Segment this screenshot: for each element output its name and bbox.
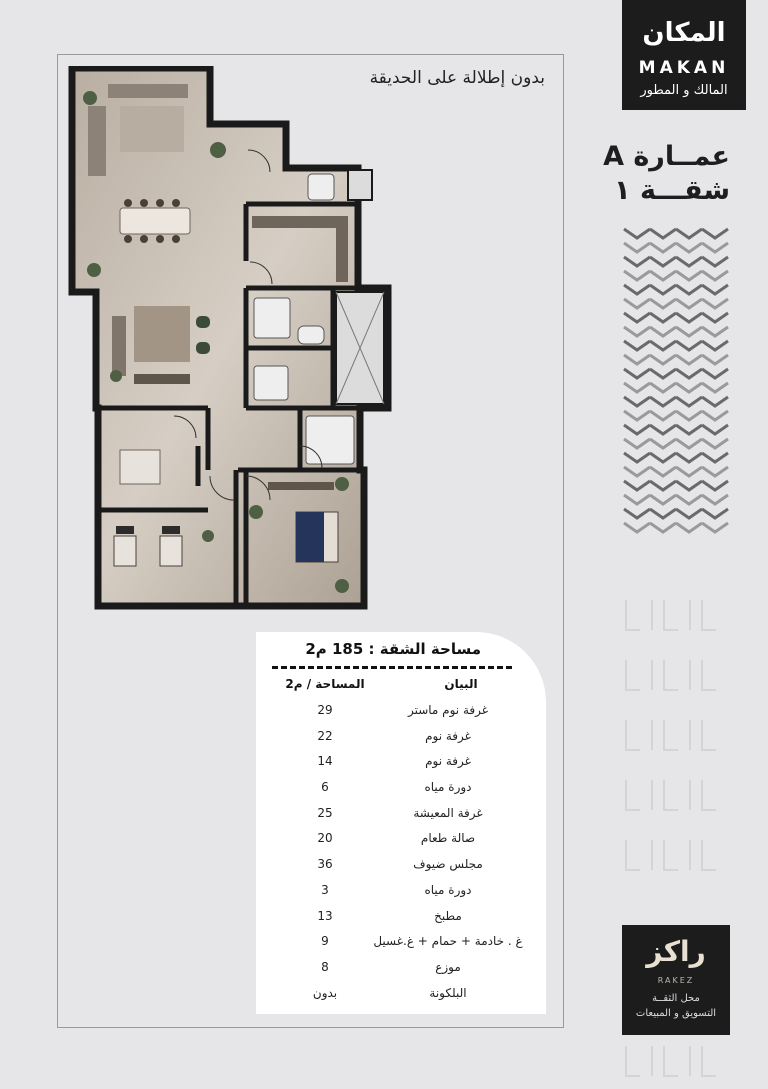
rakez-logo: [622, 925, 730, 1035]
apartment-area-title: مساحة الشقة : 185 م2: [305, 640, 481, 658]
chevron-pattern-icon: [622, 225, 730, 549]
row-area: 22: [317, 728, 333, 743]
row-item: غرفة نوم: [425, 754, 471, 769]
row-area: 3: [321, 882, 329, 897]
row-area: 14: [317, 754, 333, 769]
table-row: [256, 880, 546, 906]
row-area: 6: [321, 780, 329, 795]
table-row: [256, 751, 546, 777]
table-row: [256, 828, 546, 854]
row-item: غرفة المعيشة: [413, 805, 483, 820]
row-area: 20: [317, 831, 333, 846]
rakez-tagline: محل الثقــة: [652, 993, 700, 1004]
row-item: غ . خادمة + حمام + غ.غسيل: [373, 934, 523, 949]
row-item: غرفة نوم: [425, 728, 471, 743]
dashed-divider: [272, 666, 512, 669]
column-header-area: المساحة / م2: [285, 677, 365, 691]
makan-logo: [622, 0, 746, 110]
faint-pattern-bottom-icon: [618, 1040, 728, 1089]
row-item: مجلس ضيوف: [413, 857, 483, 872]
table-row: [256, 803, 546, 829]
row-item: صالة طعام: [420, 831, 476, 846]
row-area: 25: [317, 805, 333, 820]
area-table-card: [256, 632, 546, 1014]
rakez-arabic: راكز: [646, 935, 706, 968]
table-row: [256, 777, 546, 803]
row-item: البلكونة: [429, 985, 467, 1000]
table-row: [256, 906, 546, 932]
row-item: موزع: [435, 959, 461, 974]
rakez-english: RAKEZ: [657, 976, 695, 985]
plan-caption: بدون إطلالة على الحديقة: [369, 68, 545, 88]
row-area: 29: [317, 703, 333, 717]
table-row: [256, 726, 546, 752]
table-body: [256, 700, 546, 1008]
table-row: [256, 957, 546, 983]
table-row: [256, 700, 546, 726]
row-item: دورة مياه: [424, 780, 472, 795]
faint-pattern-icon: [618, 590, 728, 914]
logo-english: MAKAN: [638, 58, 730, 78]
table-row: [256, 854, 546, 880]
row-area: 9: [321, 934, 329, 949]
row-area: 13: [317, 908, 333, 923]
table-row: [256, 983, 546, 1009]
unit-label: شقـــة ١: [614, 175, 730, 206]
logo-subtitle: المالك و المطور: [640, 83, 728, 98]
row-area: 8: [321, 959, 329, 974]
table-row: [256, 931, 546, 957]
row-item: دورة مياه: [424, 882, 472, 897]
column-header-item: البيان: [444, 677, 478, 691]
row-item: غرفة نوم ماستر: [407, 703, 489, 717]
floor-plan: [68, 66, 393, 621]
table-header: [256, 677, 546, 697]
row-area: بدون: [312, 985, 338, 1000]
row-item: مطبخ: [434, 908, 462, 923]
building-label: عمــارة A: [603, 141, 730, 172]
building-unit-label: [600, 140, 730, 208]
rakez-tagline-sub: التسويق و المبيعات: [635, 1008, 717, 1019]
logo-arabic: المكان: [642, 18, 726, 48]
row-area: 36: [317, 857, 333, 872]
